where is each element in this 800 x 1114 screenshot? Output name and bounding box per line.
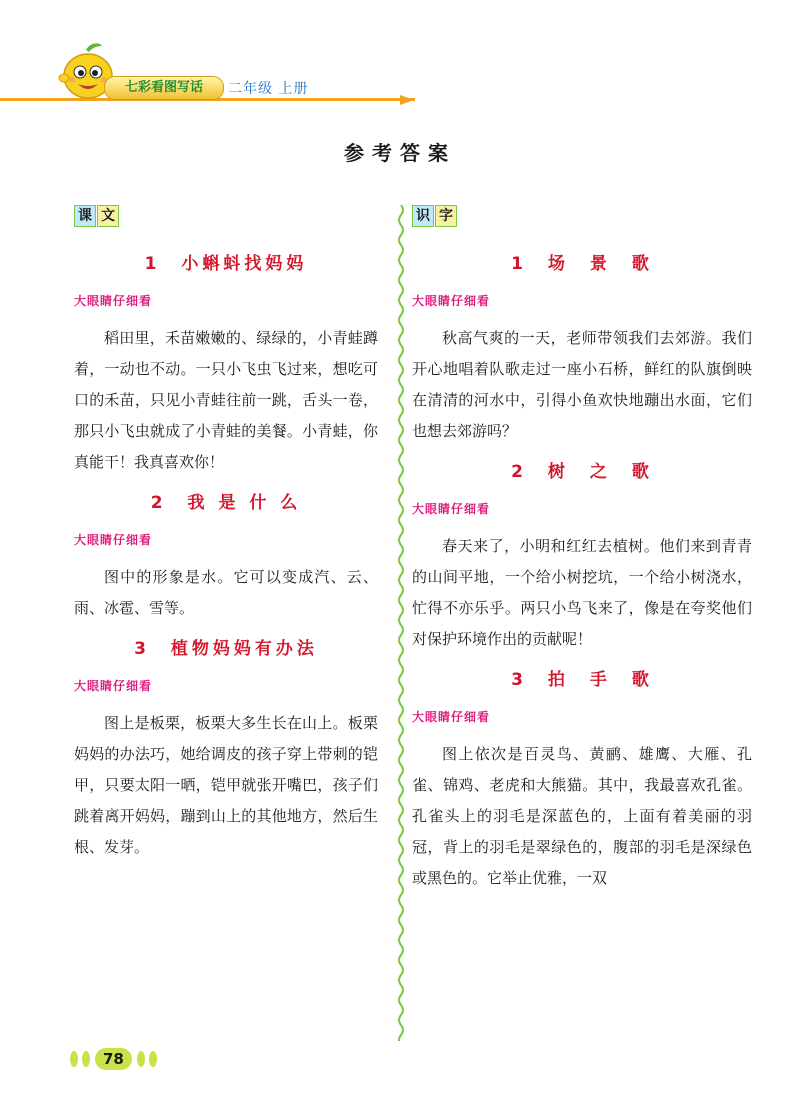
section-title: 2 树 之 歌 bbox=[511, 462, 653, 482]
page-title: 参考答案 bbox=[344, 141, 456, 165]
section-badge-kewen bbox=[74, 205, 378, 227]
badge-char: 识 bbox=[412, 205, 434, 227]
section-subtitle: 大眼睛仔细看 bbox=[74, 679, 153, 693]
left-column bbox=[74, 205, 378, 873]
answer-paragraph: 春天来了，小明和红红去植树。他们来到青青的山间平地，一个给小树挖坑，一个给小树浇水，忙得不亦乐乎。两只小鸟飞来了，像是在夸奖他们对保护环境作出的贡献呢！ bbox=[412, 537, 752, 648]
series-title: 七彩看图写话 bbox=[104, 76, 224, 100]
header-rule-arrow bbox=[400, 95, 414, 105]
moon-dot-icon bbox=[137, 1051, 145, 1067]
section-subtitle: 大眼睛仔细看 bbox=[412, 294, 491, 308]
column-divider bbox=[396, 205, 406, 1041]
section-subtitle: 大眼睛仔细看 bbox=[74, 533, 153, 547]
right-column bbox=[412, 205, 752, 904]
section-title: 2 我 是 什 么 bbox=[150, 493, 302, 513]
grade-label: 二年级 上册 bbox=[228, 81, 309, 97]
answer-paragraph: 稻田里，禾苗嫩嫩的、绿绿的，小青蛙蹲着，一动也不动。一只小飞虫飞过来，想吃可口的禾苗，只见小青蛙往前一跳，舌头一卷，那只小飞虫就成了小青蛙的美餐。小青蛙，你真能干！我真喜欢你！ bbox=[74, 329, 378, 471]
page-number bbox=[68, 1048, 159, 1070]
answer-paragraph: 图上是板栗，板栗大多生长在山上。板栗妈妈的办法巧，她给调皮的孩子穿上带刺的铠甲，只要太阳一晒，铠甲就张开嘴巴，孩子们跳着离开妈妈，蹦到山上的其他地方，然后生根、发芽。 bbox=[74, 714, 378, 856]
section-title: 3 拍 手 歌 bbox=[511, 670, 653, 690]
moon-dot-icon bbox=[82, 1051, 90, 1067]
section-title: 1 场 景 歌 bbox=[511, 254, 653, 274]
section-subtitle: 大眼睛仔细看 bbox=[412, 502, 491, 516]
answer-paragraph: 图上依次是百灵鸟、黄鹂、雄鹰、大雁、孔雀、锦鸡、老虎和大熊猫。其中，我最喜欢孔雀。孔雀头上的羽毛是深蓝色的，上面有着美丽的羽冠，背上的羽毛是翠绿色的，腹部的羽毛是深绿色或黑色的。它举止优雅，一双 bbox=[412, 745, 752, 887]
section-subtitle: 大眼睛仔细看 bbox=[74, 294, 153, 308]
moon-dot-icon bbox=[149, 1051, 157, 1067]
section-badge-shizi bbox=[412, 205, 752, 227]
badge-char: 字 bbox=[435, 205, 457, 227]
section-title: 1 小蝌蚪找妈妈 bbox=[144, 254, 308, 274]
page-number-value: 78 bbox=[95, 1048, 132, 1070]
section-title: 3 植物妈妈有办法 bbox=[134, 639, 318, 659]
moon-dot-icon bbox=[70, 1051, 78, 1067]
badge-char: 文 bbox=[97, 205, 119, 227]
answer-paragraph: 图中的形象是水。它可以变成汽、云、雨、冰雹、雪等。 bbox=[74, 568, 378, 617]
section-subtitle: 大眼睛仔细看 bbox=[412, 710, 491, 724]
answer-paragraph: 秋高气爽的一天，老师带领我们去郊游。我们开心地唱着队歌走过一座小石桥，鲜红的队旗倒映在清清的河水中，引得小鱼欢快地蹦出水面，它们也想去郊游吗？ bbox=[412, 329, 752, 440]
badge-char: 课 bbox=[74, 205, 96, 227]
